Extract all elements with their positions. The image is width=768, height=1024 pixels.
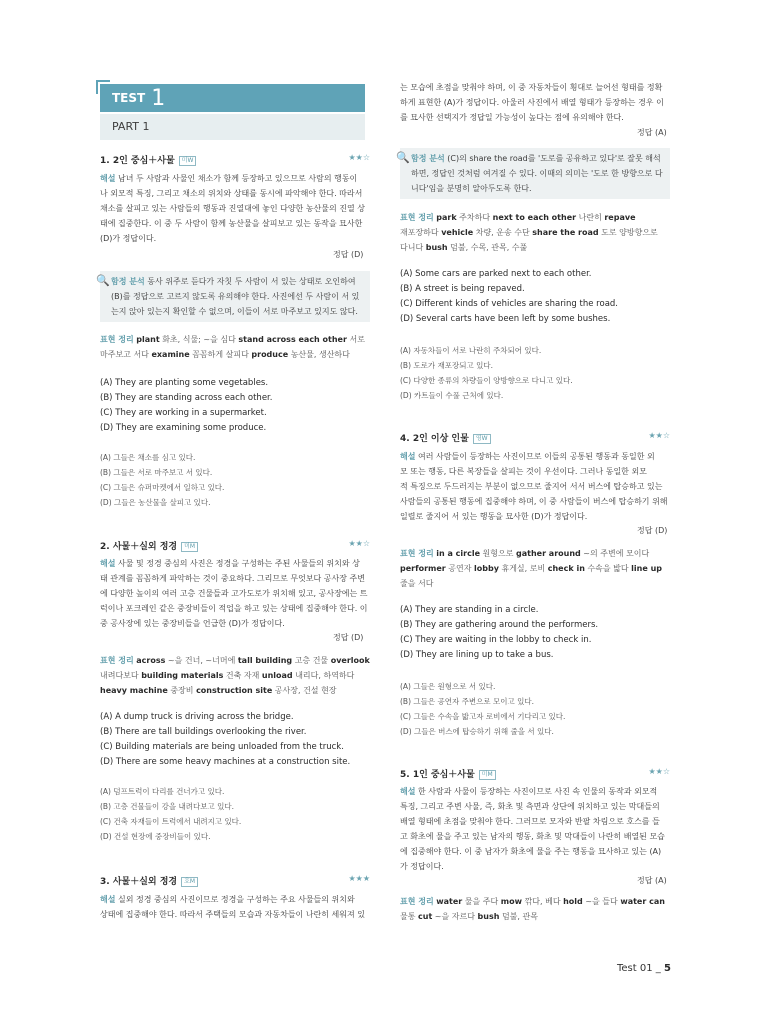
q5-hae-line-0: 한 사람과 사물이 등장하는 사진이므로 사진 속 인물의 동작과 외모적 xyxy=(418,787,658,796)
q3-expr-line-0 xyxy=(400,210,670,225)
q4-option-a: (A) They are standing in a circle. xyxy=(400,605,539,615)
q2-option-c: (C) Building materials are being unloaded from the truck. xyxy=(100,742,344,752)
q1-hae-line-0: 남녀 두 사람과 사물인 채소가 함께 등장하고 있으므로 사람의 행동이 xyxy=(118,174,358,183)
q3-accent-tag: 호M xyxy=(181,877,198,887)
q4-option-ko-d: (D) 그들은 버스에 탑승하기 위해 줄을 서 있다. xyxy=(400,727,554,736)
q1-accent-tag: 미W xyxy=(179,156,197,166)
q2-option-ko-c: (C) 건축 자재들이 트럭에서 내려지고 있다. xyxy=(100,817,242,826)
q3-trap-box xyxy=(396,148,670,199)
q4-expressions xyxy=(400,546,670,591)
q5-expr-term: hold xyxy=(563,897,583,906)
q2-title xyxy=(100,539,370,553)
q1-expr-2-en: examine xyxy=(151,350,190,359)
q4-option-d: (D) They are lining up to take a bus. xyxy=(400,650,554,660)
q4-hae-line-2: 적 특징으로 두드러지는 부분이 없으므로 줄지어 서서 버스에 탑승하고 있는 xyxy=(400,482,663,491)
q4-hae-line-0: 여러 사람들이 등장하는 사진이므로 이들의 공통된 행동과 동일한 외 xyxy=(418,452,655,461)
q3-answer: 정답 (A) xyxy=(637,128,667,137)
q2-option-ko-a: (A) 덤프트럭이 다리를 건너가고 있다. xyxy=(100,787,225,796)
q1-expr-3-en: produce xyxy=(251,350,289,359)
q1-options-en xyxy=(100,376,380,436)
q4-explanation xyxy=(400,449,670,524)
q3-explanation-continued xyxy=(400,80,670,125)
q2-expr-term: unload xyxy=(261,671,293,680)
q5-expr-term: mow xyxy=(500,897,523,906)
q3-option-ko-a: (A) 자동차들이 서로 나란히 주차되어 있다. xyxy=(400,346,542,355)
q1-tip-line-1: (B)를 정답으로 고르지 않도록 유의해야 한다. 사진에선 두 사람이 서 있 xyxy=(111,292,360,301)
q5-expr-gloss: 물통 xyxy=(400,912,418,921)
q3-cont-line-2: 를 묘사한 선택지가 정답일 가능성이 높다는 점에 유의해야 한다. xyxy=(400,113,624,122)
q2-explanation xyxy=(100,556,370,631)
page-number: 5 xyxy=(663,963,671,974)
q4-title xyxy=(400,431,670,445)
q3-option-d: (D) Several carts have been left by some bushes. xyxy=(400,314,611,324)
q1-option-ko-b: (B) 그들은 서로 마주보고 서 있다. xyxy=(100,468,213,477)
q2-hae-line-2: 에 다양한 높이의 여러 고층 건물들과 고가도로가 위치해 있고, 공사장에는 트 xyxy=(100,589,368,598)
q1-option-ko-a: (A) 그들은 채소를 심고 있다. xyxy=(100,453,196,462)
q2-hae-line-3: 럭이나 포크레인 같은 중장비들이 적업을 하고 있는 상태에 집중해야 한다. 이 xyxy=(100,604,368,613)
q2-option-b: (B) There are tall buildings overlooking the river. xyxy=(100,727,307,737)
q4-expr-line-0 xyxy=(400,546,670,561)
q4-difficulty-stars: ★★☆ xyxy=(648,431,670,440)
q4-hae-line-4: 일렬로 줄지어 서 있는 행동을 묘사한 (D)가 정답이다. xyxy=(400,512,588,521)
q1-explanation xyxy=(100,171,370,246)
q2-expr-line-2 xyxy=(100,683,370,698)
q4-expr-gloss: 수속을 밟다 xyxy=(584,564,632,573)
q5-title xyxy=(400,767,670,781)
q1-expr-1-ko: 서로 마주보고 서다 xyxy=(100,335,365,359)
q2-answer: 정답 (D) xyxy=(333,633,364,642)
q5-accent-tag: 미M xyxy=(479,770,496,780)
q2-option-a: (A) A dump truck is driving across the bridge. xyxy=(100,712,294,722)
q3-expr-gloss: 차량, 운송 수단 xyxy=(473,228,533,237)
q2-expr-gloss: 건축 자재 xyxy=(223,671,262,680)
q4-accent-tag: 영W xyxy=(473,434,491,444)
test-label xyxy=(100,84,365,112)
q3-option-c: (C) Different kinds of vehicles are sharing the road. xyxy=(400,299,618,309)
q1-hae-line-2: 채소를 살피고 있는 사람들의 행동과 진열대에 놓인 다양한 농산물의 진열 상 xyxy=(100,204,365,213)
footer-prefix: Test 01 _ xyxy=(617,963,664,974)
q3-options-ko xyxy=(400,343,680,403)
q2-expr-gloss: 고층 건물 xyxy=(292,656,331,665)
q3-explanation xyxy=(100,892,370,922)
q3-cont-line-1: 하게 표현한 (A)가 정답이다. 아울러 사진에서 배열 형태가 등장하는 경우 이 xyxy=(400,98,664,107)
q4-hae-line-3: 사람들의 공통된 행동에 집중해야 하며, 이 중 사람들이 버스에 탑승하기 위해 xyxy=(400,497,668,506)
magnifier-icon: 🔍 xyxy=(396,151,410,164)
q5-difficulty-stars: ★★☆ xyxy=(648,767,670,776)
q5-expr-gloss: 덤불, 관목 xyxy=(499,912,538,921)
q3-hae-label: 해설 xyxy=(100,895,116,904)
q3-option-b: (B) A street is being repaved. xyxy=(400,284,525,294)
q3-hae-line-1: 상태에 집중해야 한다. 따라서 주택들의 모습과 자동차들이 나란히 세워져 있 xyxy=(100,910,365,919)
q2-expressions xyxy=(100,653,370,698)
q1-title-text: 1. 2인 중심＋사물 xyxy=(100,156,175,166)
q1-option-ko-d: (D) 그들은 농산물을 살피고 있다. xyxy=(100,498,211,507)
q4-expr-gloss: 휴게실, 로비 xyxy=(498,564,548,573)
q4-expr-gloss: ~의 주변에 모이다 xyxy=(580,549,650,558)
q3-expr-gloss: 재포장하다 xyxy=(400,228,442,237)
q3-expr-term: next to each other xyxy=(492,213,577,222)
q3-tip-line-2: 니다'임을 분명히 알아두도록 한다. xyxy=(411,184,532,193)
q1-answer: 정답 (D) xyxy=(333,250,364,259)
q4-hae-line-1: 모 또는 행동, 다른 복장들을 살피는 것이 우선이다. 그러나 동일한 외모 xyxy=(400,467,647,476)
q1-expr-1-en: stand across each other xyxy=(238,335,347,344)
q1-trap-box xyxy=(96,271,370,322)
q1-expr-0-en: plant xyxy=(136,335,160,344)
q4-expr-term: check in xyxy=(547,564,585,573)
test-word: TEST xyxy=(112,91,146,105)
q3-tip-line-0: (C)의 share the road를 '도로를 공유하고 있다'로 잘못 해석 xyxy=(447,154,661,163)
q1-option-c: (C) They are working in a supermarket. xyxy=(100,408,267,418)
q1-hae-line-1: 나 외모적 특징, 그리고 채소의 위치와 상태를 동시에 파악해야 한다. 따라서 xyxy=(100,189,363,198)
q4-expr-label: 표현 정리 xyxy=(400,549,434,558)
q4-hae-label: 해설 xyxy=(400,452,416,461)
q5-hae-line-2: 배열 형태에 초점을 맞춰야 한다. 그러므로 모자와 반팔 차림으로 호스를 들 xyxy=(400,817,660,826)
q4-expr-gloss: 원형으로 xyxy=(480,549,516,558)
q4-option-ko-a: (A) 그들은 원형으로 서 있다. xyxy=(400,682,496,691)
q1-option-b: (B) They are standing across each other. xyxy=(100,393,273,403)
q4-expr-term: in a circle xyxy=(436,549,480,558)
q3-expr-line-1 xyxy=(400,225,670,240)
q2-hae-line-0: 사물 및 정경 중심의 사진은 정경을 구성하는 주된 사물들의 위치와 상 xyxy=(118,559,360,568)
q4-expr-term: lobby xyxy=(474,564,499,573)
test-number: 1 xyxy=(151,86,166,111)
q2-option-ko-b: (B) 고층 건물들이 강을 내려다보고 있다. xyxy=(100,802,234,811)
q5-hae-line-4: 에 집중해야 한다. 이 중 남자가 화초에 물을 주는 행동을 묘사하고 있는 (A) xyxy=(400,847,662,856)
q2-options-en xyxy=(100,710,380,770)
q3-expr-gloss: 주차하다 xyxy=(456,213,493,222)
q4-expr-term: gather around xyxy=(516,549,581,558)
q5-expr-line-0 xyxy=(400,894,670,909)
q3-expr-gloss: 도로 양방향으로 xyxy=(598,228,658,237)
part-label: PART 1 xyxy=(100,114,365,140)
q3-title-text: 3. 사물＋실외 정경 xyxy=(100,877,178,887)
q2-expr-gloss: 내려다보다 xyxy=(100,671,142,680)
q5-answer: 정답 (A) xyxy=(637,876,667,885)
q3-expr-term: repave xyxy=(604,213,636,222)
q2-difficulty-stars: ★★☆ xyxy=(348,539,370,548)
q2-hae-line-4: 중 공사장에 있는 중장비들을 언급한 (D)가 정답이다. xyxy=(100,619,285,628)
q4-expr-line-2 xyxy=(400,576,670,591)
q3-expr-line-2 xyxy=(400,240,670,255)
q2-option-ko-d: (D) 건설 현장에 중장비들이 있다. xyxy=(100,832,211,841)
q3-options-en xyxy=(400,267,680,327)
q2-expr-line-1 xyxy=(100,668,370,683)
q1-options-ko xyxy=(100,450,380,510)
q1-expr-0-ko: 화초, 식물; ~을 심다 xyxy=(162,335,236,344)
q5-expr-line-1 xyxy=(400,909,670,924)
q1-tip-label: 함정 분석 xyxy=(111,277,145,286)
q3-expr-term: bush xyxy=(425,243,448,252)
q2-expr-gloss: 중장비 xyxy=(167,686,197,695)
q2-hae-label: 해설 xyxy=(100,559,116,568)
q1-option-d: (D) They are examining some produce. xyxy=(100,423,267,433)
q3-tip-label: 함정 분석 xyxy=(411,154,445,163)
q3-option-a: (A) Some cars are parked next to each other. xyxy=(400,269,592,279)
q5-expr-label: 표현 정리 xyxy=(400,897,434,906)
q5-hae-label: 해설 xyxy=(400,787,416,796)
q4-answer: 정답 (D) xyxy=(637,526,668,535)
q3-expr-gloss: 덤불, 수목, 관목, 수풀 xyxy=(447,243,528,252)
q1-option-ko-c: (C) 그들은 슈퍼마켓에서 일하고 있다. xyxy=(100,483,225,492)
q5-expr-gloss: 물을 주다 xyxy=(462,897,501,906)
q2-expr-gloss: ~을 건너, ~너머에 xyxy=(165,656,238,665)
q3-tip-line-1: 하면, 정답인 것처럼 여겨질 수 있다. 이때의 의미는 '도로 한 방향으로 다 xyxy=(411,169,663,178)
q3-title xyxy=(100,874,370,888)
q5-expr-gloss: 깎다, 베다 xyxy=(522,897,564,906)
q4-title-text: 4. 2인 이상 인물 xyxy=(400,434,469,444)
q4-option-ko-c: (C) 그들은 수속을 밟고자 로비에서 기다리고 있다. xyxy=(400,712,566,721)
q3-expressions xyxy=(400,210,670,255)
q4-option-c: (C) They are waiting in the lobby to check in. xyxy=(400,635,592,645)
q1-tip-line-2: 는지 앉아 있는지 확인할 수 없으며, 이들이 서로 마주보고 있지도 않다. xyxy=(111,307,358,316)
q4-option-ko-b: (B) 그들은 공연자 주변으로 모이고 있다. xyxy=(400,697,534,706)
q3-expr-term: park xyxy=(436,213,457,222)
test-header xyxy=(100,84,365,140)
q1-expressions xyxy=(100,332,370,362)
q2-expr-term: overlook xyxy=(330,656,370,665)
q3-option-ko-d: (D) 카트들이 수풀 근처에 있다. xyxy=(400,391,504,400)
q4-expr-line-1 xyxy=(400,561,670,576)
q1-option-a: (A) They are planting some vegetables. xyxy=(100,378,269,388)
q3-cont-line-0: 는 모습에 초점을 맞춰야 하며, 이 중 자동차들이 횡대로 늘어선 형태를 정확 xyxy=(400,83,663,92)
q4-options-ko xyxy=(400,679,680,739)
q2-expr-label: 표현 정리 xyxy=(100,656,134,665)
q3-difficulty-stars: ★★★ xyxy=(348,874,370,883)
q2-expr-term: building materials xyxy=(141,671,224,680)
q3-expr-gloss: 나란히 xyxy=(576,213,605,222)
q2-expr-gloss: 공사장, 건설 현장 xyxy=(272,686,337,695)
q1-tip-line-0: 동사 위주로 듣다가 자칫 두 사람이 서 있는 상태로 오인하여 xyxy=(147,277,356,286)
q3-expr-gloss: 다니다 xyxy=(400,243,426,252)
q5-expr-gloss: ~을 자르다 xyxy=(432,912,478,921)
q5-expr-gloss: ~을 들다 xyxy=(582,897,621,906)
q3-option-ko-b: (B) 도로가 재포장되고 있다. xyxy=(400,361,493,370)
q4-expr-term: line up xyxy=(631,564,662,573)
q4-options-en xyxy=(400,603,680,663)
q2-options-ko xyxy=(100,784,380,844)
q2-title-text: 2. 사물＋실외 정경 xyxy=(100,542,178,552)
q4-expr-term: performer xyxy=(400,564,446,573)
q2-accent-tag: 미M xyxy=(181,542,198,552)
q2-expr-term: construction site xyxy=(196,686,273,695)
page-footer xyxy=(617,963,671,974)
q5-expr-term: bush xyxy=(477,912,500,921)
magnifier-icon: 🔍 xyxy=(96,274,110,287)
q5-hae-line-3: 고 화초에 물을 주고 있는 남자의 행동, 화초 및 막대들이 나란히 배열된 모습 xyxy=(400,832,665,841)
q5-expr-term: cut xyxy=(418,912,433,921)
q2-expr-term: heavy machine xyxy=(100,686,168,695)
q3-expr-term: share the road xyxy=(532,228,599,237)
q1-hae-line-3: 태에 집중한다. 이 중 두 사람이 함께 농산물을 살피보고 있는 동작을 묘사한 xyxy=(100,219,363,228)
q3-expr-label: 표현 정리 xyxy=(400,213,434,222)
q2-expr-term: across xyxy=(136,656,166,665)
q1-expr-2-ko: 꼼꼼하게 살피다 xyxy=(192,350,249,359)
q1-hae-label: 해설 xyxy=(100,174,116,183)
q4-option-b: (B) They are gathering around the performers. xyxy=(400,620,599,630)
q5-expr-term: water can xyxy=(620,897,665,906)
q1-expr-3-ko: 농산물, 생산하다 xyxy=(290,350,350,359)
q1-difficulty-stars: ★★☆ xyxy=(348,153,370,162)
q5-hae-line-1: 특징, 그리고 주변 사물, 즉, 화초 및 측면과 상단에 위치하고 있는 막대들의 xyxy=(400,802,660,811)
q4-expr-gloss: 공연자 xyxy=(445,564,475,573)
q1-hae-line-4: (D)가 정답이다. xyxy=(100,234,157,243)
q4-expr-gloss: 줄을 서다 xyxy=(400,579,434,588)
q2-option-d: (D) There are some heavy machines at a construction site. xyxy=(100,757,351,767)
q5-explanation xyxy=(400,784,670,874)
q3-expr-term: vehicle xyxy=(441,228,474,237)
q2-expr-gloss: 내리다, 하역하다 xyxy=(292,671,355,680)
q5-hae-line-5: 가 정답이다. xyxy=(400,862,444,871)
q1-expr-label: 표현 정리 xyxy=(100,335,134,344)
q3-option-ko-c: (C) 다양한 종류의 차량들이 양방향으로 다니고 있다. xyxy=(400,376,573,385)
q2-expr-line-0 xyxy=(100,653,370,668)
q1-title xyxy=(100,153,370,167)
q2-expr-term: tall building xyxy=(237,656,293,665)
q5-expressions xyxy=(400,894,670,924)
q5-expr-term: water xyxy=(436,897,463,906)
q5-title-text: 5. 1인 중심＋사물 xyxy=(400,770,475,780)
q3-hae-line-0: 실외 정경 중심의 사진이므로 정경을 구성하는 주요 사물들의 위치와 xyxy=(118,895,355,904)
q2-hae-line-1: 태 관계를 꼼꼼하게 파악하는 것이 중요하다. 그리므로 무엇보다 공사장 주변 xyxy=(100,574,365,583)
